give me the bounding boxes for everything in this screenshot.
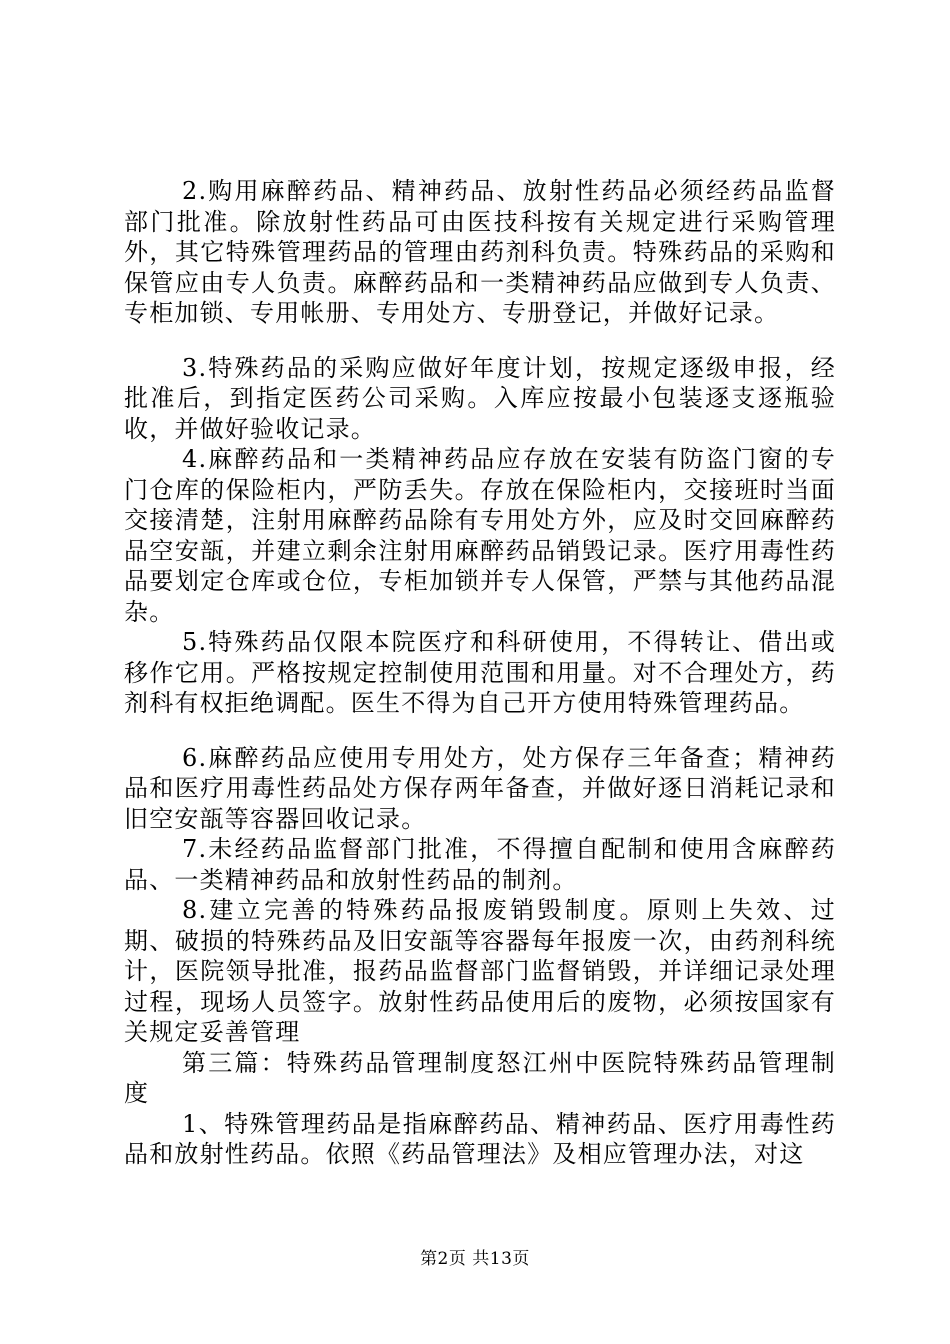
- paragraph-2: 2.购用麻醉药品、精神药品、放射性药品必须经药品监督部门批准。除放射性药品可由医技科按有关规定进行采购管理外，其它特殊管理药品的管理由药剂科负责。特殊药品的采购和保管应由专人负责。麻醉药品和一类精神药品应做到专人负责、专柜加锁、专用帐册、专用处方、专册登记，并做好记录。: [124, 177, 836, 327]
- section-heading: 第三篇：特殊药品管理制度怒江州中医院特殊药品管理制度: [124, 1048, 836, 1107]
- paragraph-8: 8.建立完善的特殊药品报废销毁制度。原则上失效、过期、破损的特殊药品及旧安瓿等容器每年报废一次，由药剂科统计，医院领导批准，报药品监督部门监督销毁，并详细记录处理过程，现场人员签字。放射性药品使用后的废物，必须按国家有关规定妥善管理: [124, 896, 836, 1046]
- page-footer: 第2页 共13页: [420, 1249, 530, 1269]
- paragraph-6: 6.麻醉药品应使用专用处方，处方保存三年备查；精神药品和医疗用毒性药品处方保存两年备查，并做好逐日消耗记录和旧空安瓿等容器回收记录。: [124, 743, 836, 833]
- paragraph-1-new-section: 1、特殊管理药品是指麻醉药品、精神药品、医疗用毒性药品和放射性药品。依照《药品管理法》及相应管理办法，对这: [124, 1109, 836, 1168]
- paragraph-3: 3.特殊药品的采购应做好年度计划，按规定逐级申报，经批准后，到指定医药公司采购。入库应按最小包装逐支逐瓶验收，并做好验收记录。: [124, 353, 836, 443]
- document-body: [124, 176, 836, 1170]
- paragraph-4: 4.麻醉药品和一类精神药品应存放在安装有防盗门窗的专门仓库的保险柜内，严防丢失。存放在保险柜内，交接班时当面交接清楚，注射用麻醉药品除有专用处方外，应及时交回麻醉药品空安瓿，并建立剩余注射用麻醉药品销毁记录。医疗用毒性药品要划定仓库或仓位，专柜加锁并专人保管，严禁与其他药品混杂。: [124, 445, 836, 626]
- paragraph-5: 5.特殊药品仅限本院医疗和科研使用，不得转让、借出或移作它用。严格按规定控制使用范围和用量。对不合理处方，药剂科有权拒绝调配。医生不得为自己开方使用特殊管理药品。: [124, 628, 836, 717]
- paragraph-7: 7.未经药品监督部门批准，不得擅自配制和使用含麻醉药品、一类精神药品和放射性药品的制剂。: [124, 835, 836, 894]
